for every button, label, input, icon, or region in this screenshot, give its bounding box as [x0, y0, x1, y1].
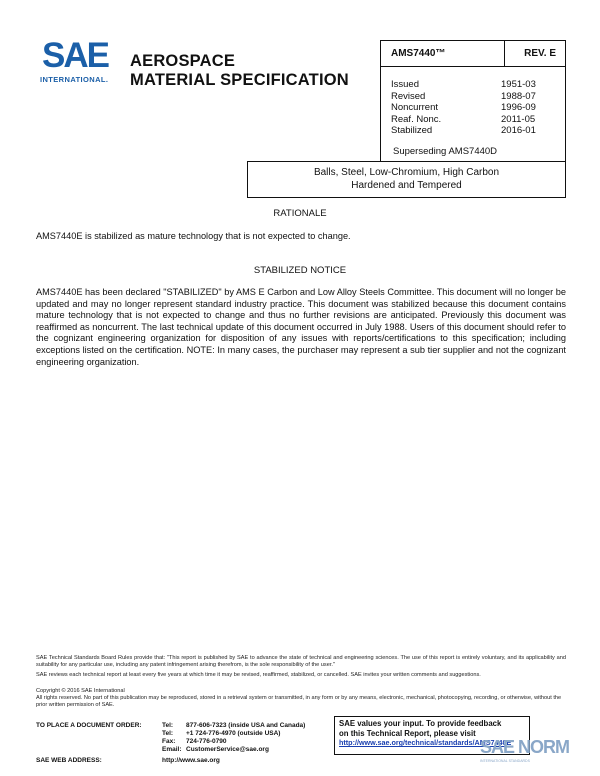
rationale-heading: RATIONALE — [273, 208, 327, 219]
sae-logo-mark: SAE — [42, 36, 108, 75]
order-contact-email[interactable]: CustomerService@sae.org — [186, 746, 269, 753]
order-contact-key: Email: — [162, 746, 182, 753]
footer-policy: SAE Technical Standards Board Rules provide that: "This report is published by SAE to advance the state of technical and engineering sciences. The use of this report is entirely voluntary, and its applicability and suitability for any particular use, including any patent infringement arising therefrom, is the sole responsibility of the user." — [36, 655, 566, 669]
document-type-title — [130, 52, 375, 90]
order-contact-row — [162, 730, 332, 738]
footer-rights: All rights reserved. No part of this publication may be reproduced, stored in a retrieval system or transmitted, in any form or by any means, electronic, mechanical, photocopying, recording, or otherwise, without the prior written permission of SAE. — [36, 695, 562, 709]
stabilized-notice-heading: STABILIZED NOTICE — [253, 265, 347, 276]
title-line-2: MATERIAL SPECIFICATION — [130, 71, 349, 89]
revision-label: REV. E — [505, 41, 566, 67]
order-contact-key: Tel: — [162, 730, 174, 737]
feedback-line-2: on this Technical Report, please visit — [339, 728, 476, 738]
date-row — [391, 91, 556, 103]
date-label: Revised — [391, 90, 426, 102]
order-contact-row — [162, 746, 332, 754]
web-address-link[interactable]: http://www.sae.org — [162, 757, 220, 764]
date-value: 2016-01 — [501, 125, 536, 136]
order-contact-row — [162, 722, 332, 730]
date-row — [391, 102, 556, 114]
date-value: 1996-09 — [501, 102, 536, 113]
web-address-label: SAE WEB ADDRESS: — [36, 757, 102, 764]
feedback-line-1: SAE values your input. To provide feedback — [339, 719, 502, 728]
sae-norm-watermark — [480, 738, 596, 776]
sae-logo-sub: INTERNATIONAL. — [40, 75, 109, 84]
date-value: 1951-03 — [501, 79, 536, 90]
watermark-subtext: INTERNATIONAL STANDARDS — [480, 759, 530, 763]
document-info-box — [380, 40, 566, 162]
subject-box — [247, 161, 566, 198]
subject-line-1: Balls, Steel, Low-Chromium, High Carbon — [313, 167, 500, 178]
document-number: AMS7440™ — [381, 41, 505, 67]
order-contact-value: 724-776-0790 — [186, 738, 227, 745]
date-label: Issued — [391, 79, 419, 90]
order-contact-value: 877-606-7323 (inside USA and Canada) — [186, 722, 306, 729]
footer-review: SAE reviews each technical report at least every five years at which time it may be revised, reaffirmed, stabilized, or cancelled. SAE invites your written comments and suggestions. — [36, 672, 481, 678]
title-line-1: AEROSPACE — [130, 52, 236, 70]
subject-line-2: Hardened and Tempered — [351, 179, 462, 191]
date-value: 1988-07 — [501, 90, 536, 102]
stabilized-notice-text: AMS7440E has been declared "STABILIZED" by AMS E Carbon and Low Alloy Steels Committee. This document will no longer be updated and may no longer represent standard industry practice. This document was stabilized because this document contains mature technology that is not expected to change and thus no further revisions are anticipated. Previously this document was reaffirmed as noncurrent. The last technical update of this document occurred in July 1988. Users of this document should refer to the cognizant engineering organization for disposition of any issues with reports/certifications to this specification; including exceptions listed on the certification. NOTE: In many cases, the purchaser may represent a sub tier supplier and not the cognizant engineering organization. — [36, 287, 566, 367]
order-contact-list — [162, 722, 332, 754]
footer-copyright: Copyright © 2016 SAE International — [36, 688, 125, 694]
date-label: Noncurrent — [391, 102, 438, 113]
sae-logo — [40, 38, 120, 90]
watermark-text: SAE NORM — [480, 737, 570, 757]
order-label: TO PLACE A DOCUMENT ORDER: — [36, 722, 142, 729]
superseding-note: Superseding AMS7440D — [393, 146, 498, 157]
date-history — [391, 79, 556, 137]
order-contact-key: Fax: — [162, 738, 176, 745]
date-row — [391, 125, 556, 137]
order-contact-value: +1 724-776-4970 (outside USA) — [186, 730, 281, 737]
order-contact-row — [162, 738, 332, 746]
date-row — [391, 114, 556, 126]
feedback-link[interactable]: http://www.sae.org/technical/standards/AMS7440E — [339, 738, 512, 748]
date-value: 2011-05 — [501, 113, 536, 125]
rationale-text: AMS7440E is stabilized as mature technology that is not expected to change. — [36, 231, 351, 241]
date-label: Reaf. Nonc. — [391, 113, 442, 125]
order-contact-key: Tel: — [162, 722, 174, 729]
date-row — [391, 79, 556, 91]
date-label: Stabilized — [391, 125, 433, 136]
